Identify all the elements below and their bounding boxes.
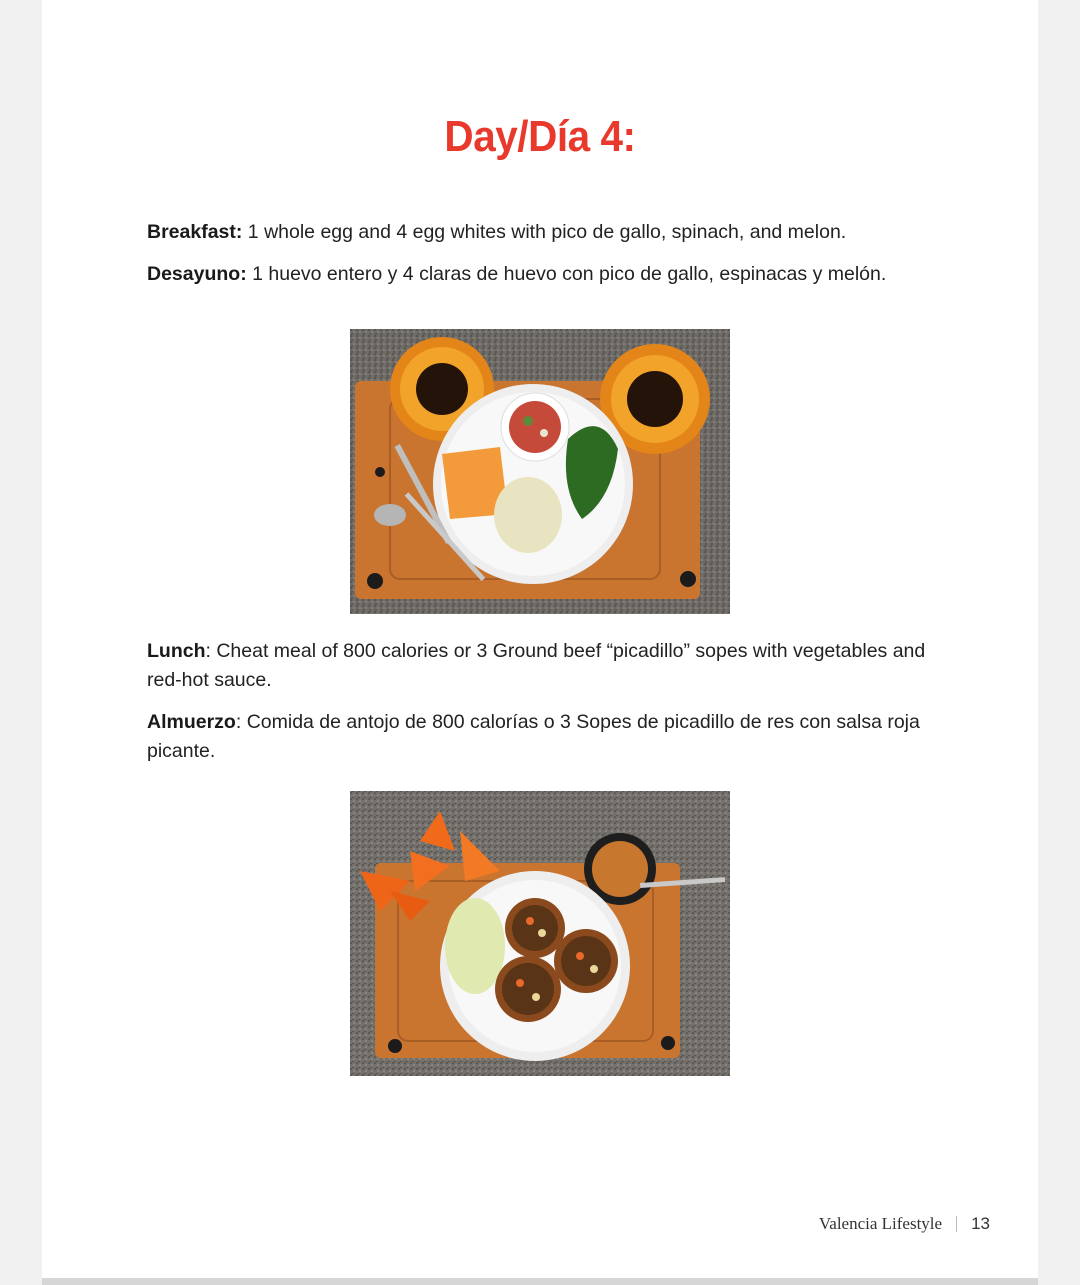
breakfast-photo (350, 329, 730, 614)
footer-brand: Valencia Lifestyle (818, 1214, 943, 1233)
lunch-en (147, 637, 947, 695)
page-footer (819, 1214, 990, 1234)
page-number: 13 (971, 1214, 990, 1233)
page-title: Day/Día 4: (444, 112, 636, 161)
breakfast-es (147, 260, 947, 289)
breakfast-en-text: 1 whole egg and 4 egg whites with pico de gallo, spinach, and melon. (242, 221, 847, 243)
footer-divider (956, 1216, 957, 1232)
lunch-es (147, 708, 947, 766)
lunch-en-label: Lunch (147, 640, 206, 662)
breakfast-es-text: 1 huevo entero y 4 claras de huevo con pico de gallo, espinacas y melón. (246, 263, 887, 285)
breakfast-en-label: Breakfast: (147, 221, 243, 243)
lunch-en-text: : Cheat meal of 800 calories or 3 Ground beef “picadillo” sopes with vegetables and red-hot sauce. (147, 640, 926, 691)
breakfast-en (147, 218, 947, 247)
lunch-es-text: : Comida de antojo de 800 calorías o 3 Sopes de picadillo de res con salsa roja picante. (147, 711, 920, 762)
lunch-es-label: Almuerzo (147, 711, 236, 733)
breakfast-es-label: Desayuno: (147, 263, 247, 285)
document-page (42, 0, 1038, 1278)
page-shadow (42, 1278, 1038, 1285)
lunch-photo (350, 791, 730, 1076)
